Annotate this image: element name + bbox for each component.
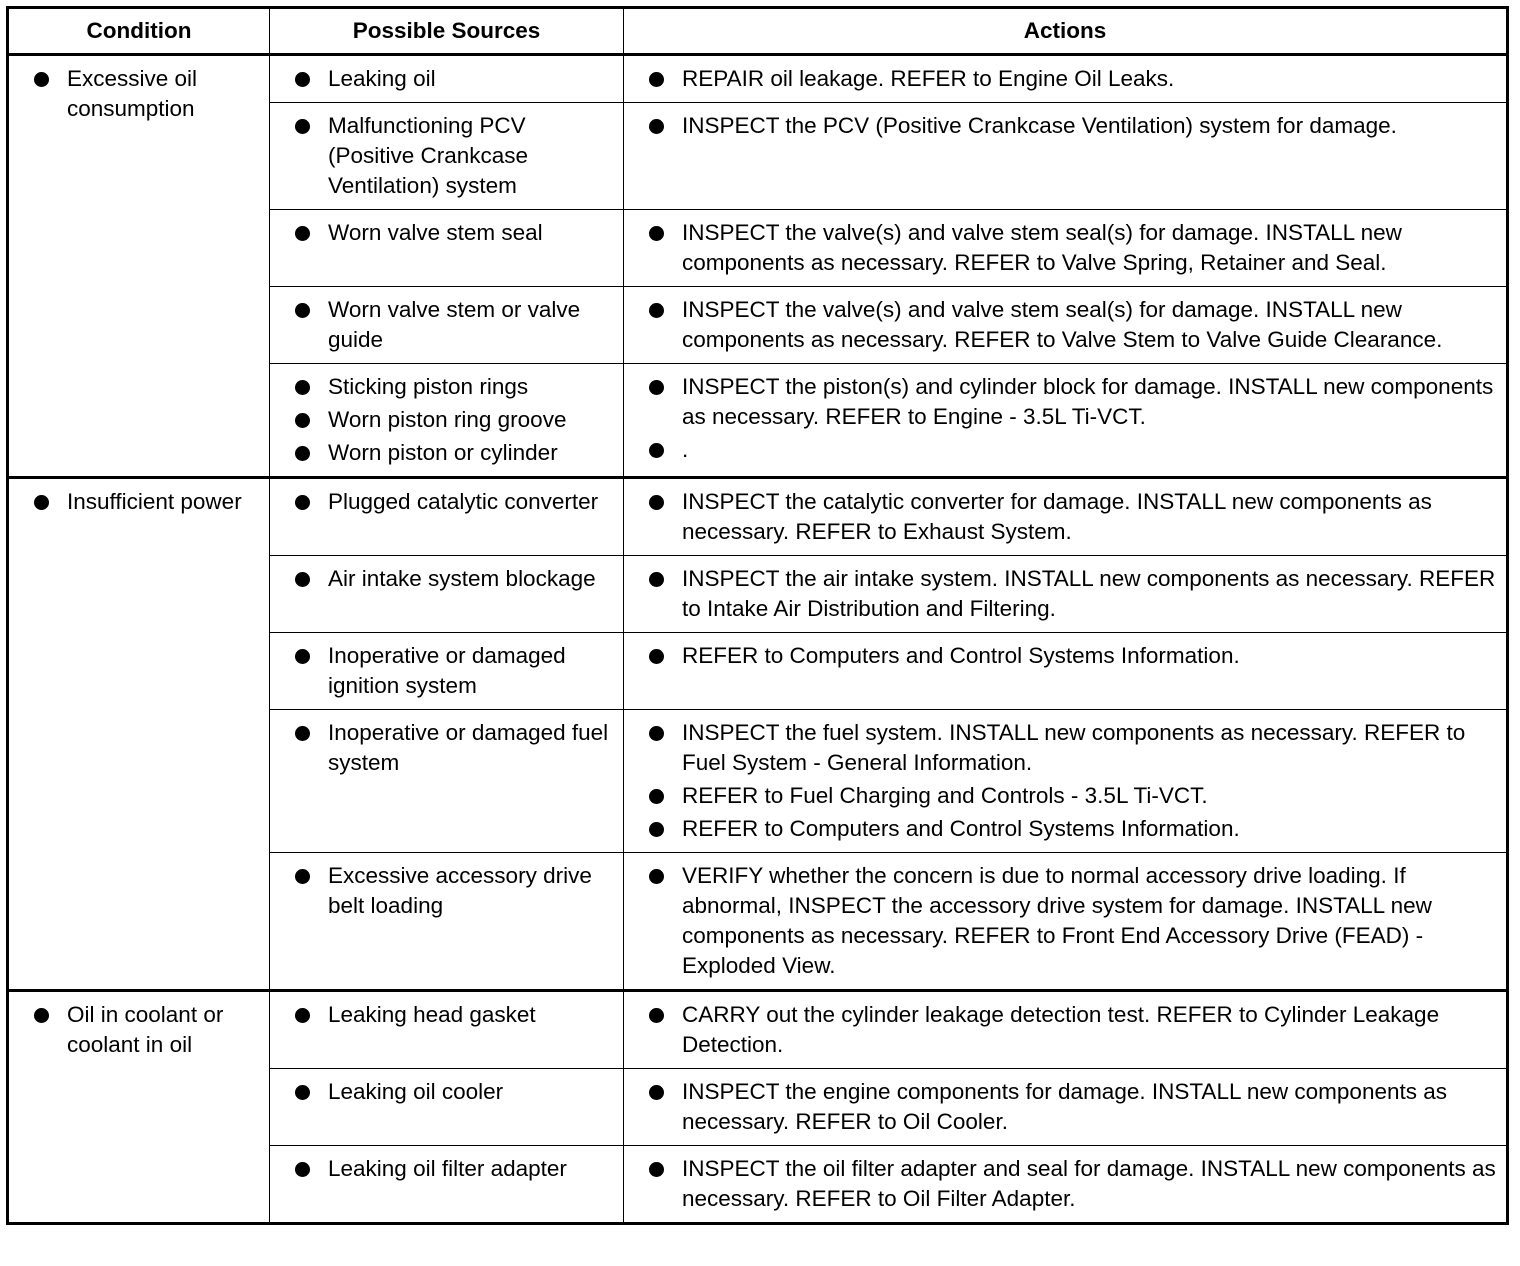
list-item-text: INSPECT the air intake system. INSTALL new components as necessary. REFER to Intake Air Distribution and Filtering. — [682, 566, 1496, 621]
sources-list — [270, 718, 613, 778]
actions-cell — [624, 556, 1508, 633]
actions-cell — [624, 364, 1508, 478]
bullet-icon — [295, 72, 310, 87]
bullet-icon — [295, 119, 310, 134]
list-item-text: . — [682, 437, 689, 462]
bullet-icon — [295, 649, 310, 664]
list-item — [270, 111, 613, 201]
bullet-icon — [295, 226, 310, 241]
bullet-icon — [649, 72, 664, 87]
list-item — [9, 487, 259, 517]
list-item — [624, 64, 1496, 94]
header-condition: Condition — [8, 8, 270, 55]
list-item-text: INSPECT the fuel system. INSTALL new components as necessary. REFER to Fuel System - General Information. — [682, 720, 1466, 775]
actions-list — [624, 564, 1496, 624]
table-row — [8, 991, 1508, 1069]
sources-cell — [270, 364, 624, 478]
bullet-icon — [295, 446, 310, 461]
actions-list — [624, 372, 1496, 465]
bullet-icon — [295, 869, 310, 884]
sources-cell — [270, 1069, 624, 1146]
sources-cell — [270, 478, 624, 556]
list-item-text: REPAIR oil leakage. REFER to Engine Oil Leaks. — [682, 66, 1175, 91]
sources-list — [270, 218, 613, 248]
table-body — [8, 55, 1508, 1224]
list-item-text: INSPECT the valve(s) and valve stem seal(s) for damage. INSTALL new components as necessary. REFER to Valve Spring, Retainer and Seal. — [682, 220, 1402, 275]
list-item-text: INSPECT the catalytic converter for damage. INSTALL new components as necessary. REFER to Exhaust System. — [682, 489, 1432, 544]
sources-list — [270, 372, 613, 468]
list-item-text: Malfunctioning PCV (Positive Crankcase Ventilation) system — [328, 113, 529, 198]
list-item — [624, 718, 1496, 778]
list-item — [270, 64, 613, 94]
list-item-text: INSPECT the piston(s) and cylinder block for damage. INSTALL new components as necessary. REFER to Engine - 3.5L Ti-VCT. — [682, 374, 1494, 429]
actions-list — [624, 861, 1496, 981]
list-item — [270, 1154, 613, 1184]
list-item-text: Leaking oil filter adapter — [328, 1156, 567, 1181]
sources-cell — [270, 991, 624, 1069]
bullet-icon — [34, 495, 49, 510]
condition-list — [9, 1000, 259, 1060]
bullet-icon — [34, 1008, 49, 1023]
actions-cell — [624, 55, 1508, 103]
header-possible-sources: Possible Sources — [270, 8, 624, 55]
condition-cell — [8, 991, 270, 1224]
sources-list — [270, 641, 613, 701]
list-item — [624, 372, 1496, 432]
actions-cell — [624, 103, 1508, 210]
actions-cell — [624, 1069, 1508, 1146]
sources-cell — [270, 287, 624, 364]
bullet-icon — [649, 443, 664, 458]
list-item-text: Plugged catalytic converter — [328, 489, 599, 514]
list-item — [270, 1077, 613, 1107]
sources-list — [270, 1077, 613, 1107]
actions-cell — [624, 210, 1508, 287]
actions-cell — [624, 853, 1508, 991]
actions-cell — [624, 287, 1508, 364]
list-item — [9, 1000, 259, 1060]
list-item — [270, 372, 613, 402]
list-item — [624, 564, 1496, 624]
sources-list — [270, 1000, 613, 1030]
sources-list — [270, 487, 613, 517]
bullet-icon — [649, 789, 664, 804]
actions-list — [624, 641, 1496, 671]
bullet-icon — [649, 649, 664, 664]
list-item-text: Inoperative or damaged fuel system — [328, 720, 609, 775]
bullet-icon — [295, 1008, 310, 1023]
list-item — [624, 641, 1496, 671]
sources-cell — [270, 103, 624, 210]
bullet-icon — [34, 72, 49, 87]
list-item-text: Excessive accessory drive belt loading — [328, 863, 592, 918]
sources-list — [270, 861, 613, 921]
condition-cell — [8, 478, 270, 991]
bullet-icon — [649, 1162, 664, 1177]
bullet-icon — [649, 380, 664, 395]
list-item-text: INSPECT the PCV (Positive Crankcase Ventilation) system for damage. — [682, 113, 1397, 138]
list-item — [624, 861, 1496, 981]
table-row — [8, 478, 1508, 556]
list-item-text: REFER to Computers and Control Systems Information. — [682, 643, 1240, 668]
list-item-text: Inoperative or damaged ignition system — [328, 643, 566, 698]
actions-list — [624, 1154, 1496, 1214]
list-item — [270, 861, 613, 921]
actions-cell — [624, 633, 1508, 710]
actions-list — [624, 218, 1496, 278]
actions-cell — [624, 991, 1508, 1069]
bullet-icon — [649, 495, 664, 510]
sources-cell — [270, 556, 624, 633]
bullet-icon — [649, 869, 664, 884]
list-item — [270, 564, 613, 594]
actions-list — [624, 295, 1496, 355]
bullet-icon — [295, 413, 310, 428]
sources-cell — [270, 710, 624, 853]
list-item — [624, 111, 1496, 141]
sources-cell — [270, 210, 624, 287]
list-item — [624, 435, 1496, 465]
sources-cell — [270, 1146, 624, 1224]
sources-list — [270, 564, 613, 594]
list-item-text: Worn valve stem or valve guide — [328, 297, 581, 352]
list-item — [624, 218, 1496, 278]
list-item — [270, 487, 613, 517]
bullet-icon — [649, 1085, 664, 1100]
list-item-text: INSPECT the valve(s) and valve stem seal(s) for damage. INSTALL new components as necessary. REFER to Valve Stem to Valve Guide Clearance. — [682, 297, 1443, 352]
bullet-icon — [295, 1085, 310, 1100]
header-row — [8, 8, 1508, 55]
list-item — [9, 64, 259, 124]
bullet-icon — [649, 822, 664, 837]
list-item — [624, 1154, 1496, 1214]
sources-list — [270, 111, 613, 201]
actions-cell — [624, 1146, 1508, 1224]
list-item-text: Air intake system blockage — [328, 566, 596, 591]
list-item — [624, 1077, 1496, 1137]
header-actions: Actions — [624, 8, 1508, 55]
bullet-icon — [295, 726, 310, 741]
list-item-text: REFER to Fuel Charging and Controls - 3.5L Ti-VCT. — [682, 783, 1208, 808]
list-item — [270, 641, 613, 701]
list-item-text: Sticking piston rings — [328, 374, 529, 399]
list-item — [624, 1000, 1496, 1060]
sources-list — [270, 295, 613, 355]
list-item — [270, 1000, 613, 1030]
list-item — [270, 718, 613, 778]
actions-list — [624, 487, 1496, 547]
list-item — [624, 814, 1496, 844]
actions-cell — [624, 710, 1508, 853]
condition-text: Insufficient power — [67, 489, 242, 514]
list-item-text: Worn piston ring groove — [328, 407, 567, 432]
actions-cell — [624, 478, 1508, 556]
bullet-icon — [649, 119, 664, 134]
list-item — [270, 295, 613, 355]
bullet-icon — [649, 572, 664, 587]
list-item-text: VERIFY whether the concern is due to normal accessory drive loading. If abnormal, INSPECT the accessory drive system for damage. INSTALL new components as necessary. REFER to Front End Accessory Drive (FEAD) - Exploded View. — [682, 863, 1432, 978]
sources-list — [270, 64, 613, 94]
bullet-icon — [649, 1008, 664, 1023]
actions-list — [624, 718, 1496, 844]
sources-cell — [270, 55, 624, 103]
condition-cell — [8, 55, 270, 478]
condition-list — [9, 64, 259, 124]
bullet-icon — [649, 226, 664, 241]
list-item — [270, 218, 613, 248]
list-item-text: REFER to Computers and Control Systems Information. — [682, 816, 1240, 841]
list-item-text: Worn valve stem seal — [328, 220, 543, 245]
bullet-icon — [295, 303, 310, 318]
condition-text: Oil in coolant or coolant in oil — [67, 1002, 224, 1057]
list-item-text: Leaking oil — [328, 66, 436, 91]
list-item-text: Leaking head gasket — [328, 1002, 536, 1027]
list-item-text: Worn piston or cylinder — [328, 440, 558, 465]
list-item — [624, 781, 1496, 811]
list-item — [270, 438, 613, 468]
actions-list — [624, 64, 1496, 94]
sources-list — [270, 1154, 613, 1184]
list-item-text: INSPECT the oil filter adapter and seal for damage. INSTALL new components as necessary. REFER to Oil Filter Adapter. — [682, 1156, 1496, 1211]
actions-list — [624, 1000, 1496, 1060]
sources-cell — [270, 853, 624, 991]
condition-text: Excessive oil consumption — [67, 66, 198, 121]
table-row — [8, 55, 1508, 103]
bullet-icon — [295, 1162, 310, 1177]
list-item — [624, 295, 1496, 355]
actions-list — [624, 1077, 1496, 1137]
condition-list — [9, 487, 259, 517]
bullet-icon — [295, 572, 310, 587]
diagnosis-table — [6, 6, 1509, 1225]
bullet-icon — [295, 495, 310, 510]
list-item-text: Leaking oil cooler — [328, 1079, 504, 1104]
sources-cell — [270, 633, 624, 710]
bullet-icon — [649, 726, 664, 741]
list-item-text: INSPECT the engine components for damage. INSTALL new components as necessary. REFER to Oil Cooler. — [682, 1079, 1447, 1134]
bullet-icon — [295, 380, 310, 395]
list-item — [270, 405, 613, 435]
list-item-text: CARRY out the cylinder leakage detection test. REFER to Cylinder Leakage Detection. — [682, 1002, 1440, 1057]
list-item — [624, 487, 1496, 547]
actions-list — [624, 111, 1496, 141]
bullet-icon — [649, 303, 664, 318]
